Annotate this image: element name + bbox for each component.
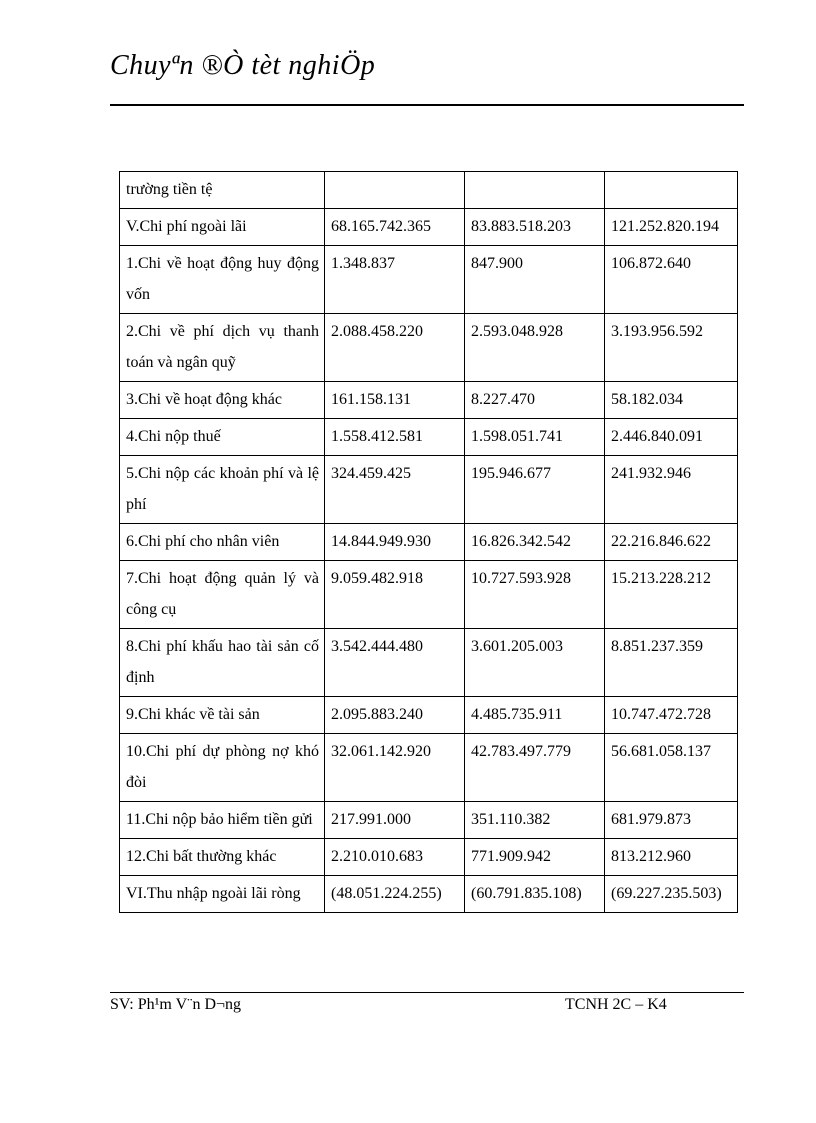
value-cell-col1: (48.051.224.255) [325,876,465,913]
value-cell-col2: 4.485.735.911 [465,697,605,734]
table-row [120,382,738,419]
row-label-cell: 1.Chi về hoạt động huy động vốn [120,246,325,314]
value-cell-col2: 42.783.497.779 [465,734,605,802]
value-cell-col3: 2.446.840.091 [605,419,738,456]
row-label-cell: 10.Chi phí dự phòng nợ khó đòi [120,734,325,802]
value-cell-col3: 8.851.237.359 [605,629,738,697]
value-cell-col2: 2.593.048.928 [465,314,605,382]
value-cell-col2 [465,172,605,209]
value-cell-col3: (69.227.235.503) [605,876,738,913]
row-label-cell: 12.Chi bất thường khác [120,839,325,876]
value-cell-col1: 2.095.883.240 [325,697,465,734]
value-cell-col2: 10.727.593.928 [465,561,605,629]
table-row [120,314,738,382]
table-row [120,734,738,802]
value-cell-col2: 847.900 [465,246,605,314]
value-cell-col1: 14.844.949.930 [325,524,465,561]
value-cell-col2: 3.601.205.003 [465,629,605,697]
value-cell-col3: 10.747.472.728 [605,697,738,734]
table-row [120,629,738,697]
row-label-cell: 2.Chi về phí dịch vụ thanh toán và ngân quỹ [120,314,325,382]
table-row [120,209,738,246]
value-cell-col2: 1.598.051.741 [465,419,605,456]
value-cell-col3: 15.213.228.212 [605,561,738,629]
row-label-cell: 5.Chi nộp các khoản phí và lệ phí [120,456,325,524]
row-label-cell: 8.Chi phí khấu hao tài sản cố định [120,629,325,697]
value-cell-col1: 1.558.412.581 [325,419,465,456]
row-label-cell: VI.Thu nhập ngoài lãi ròng [120,876,325,913]
value-cell-col3: 58.182.034 [605,382,738,419]
value-cell-col2: 8.227.470 [465,382,605,419]
value-cell-col2: 195.946.677 [465,456,605,524]
value-cell-col3: 56.681.058.137 [605,734,738,802]
row-label-cell: V.Chi phí ngoài lãi [120,209,325,246]
financial-table-body [120,172,738,913]
value-cell-col2: 771.909.942 [465,839,605,876]
value-cell-col3 [605,172,738,209]
value-cell-col2: 83.883.518.203 [465,209,605,246]
value-cell-col3: 121.252.820.194 [605,209,738,246]
value-cell-col1: 3.542.444.480 [325,629,465,697]
value-cell-col2: (60.791.835.108) [465,876,605,913]
value-cell-col1: 9.059.482.918 [325,561,465,629]
row-label-cell: 4.Chi nộp thuế [120,419,325,456]
table-row [120,246,738,314]
table-row [120,697,738,734]
table-row [120,802,738,839]
row-label-cell: 9.Chi khác về tài sản [120,697,325,734]
financial-table [119,171,738,913]
value-cell-col3: 22.216.846.622 [605,524,738,561]
value-cell-col3: 241.932.946 [605,456,738,524]
page-header-title: Chuyªn ®Ò tèt nghiÖp [110,50,376,81]
value-cell-col3: 3.193.956.592 [605,314,738,382]
value-cell-col3: 813.212.960 [605,839,738,876]
value-cell-col1: 324.459.425 [325,456,465,524]
table-row [120,524,738,561]
row-label-cell: 7.Chi hoạt động quản lý và công cụ [120,561,325,629]
row-label-cell: trường tiền tệ [120,172,325,209]
header-divider [110,104,744,106]
footer-class-code: TCNH 2C – K4 [565,996,667,1013]
value-cell-col1 [325,172,465,209]
footer-divider [110,992,744,993]
value-cell-col1: 68.165.742.365 [325,209,465,246]
table-row [120,876,738,913]
row-label-cell: 11.Chi nộp bảo hiểm tiền gửi [120,802,325,839]
footer-author: SV: Ph¹m V¨n D¬ng [110,996,242,1013]
value-cell-col1: 1.348.837 [325,246,465,314]
value-cell-col1: 2.210.010.683 [325,839,465,876]
row-label-cell: 3.Chi về hoạt động khác [120,382,325,419]
value-cell-col3: 106.872.640 [605,246,738,314]
value-cell-col2: 16.826.342.542 [465,524,605,561]
table-row [120,456,738,524]
row-label-cell: 6.Chi phí cho nhân viên [120,524,325,561]
value-cell-col1: 217.991.000 [325,802,465,839]
value-cell-col1: 2.088.458.220 [325,314,465,382]
value-cell-col1: 32.061.142.920 [325,734,465,802]
value-cell-col1: 161.158.131 [325,382,465,419]
value-cell-col2: 351.110.382 [465,802,605,839]
table-row [120,839,738,876]
table-row [120,561,738,629]
table-row [120,172,738,209]
table-row [120,419,738,456]
value-cell-col3: 681.979.873 [605,802,738,839]
